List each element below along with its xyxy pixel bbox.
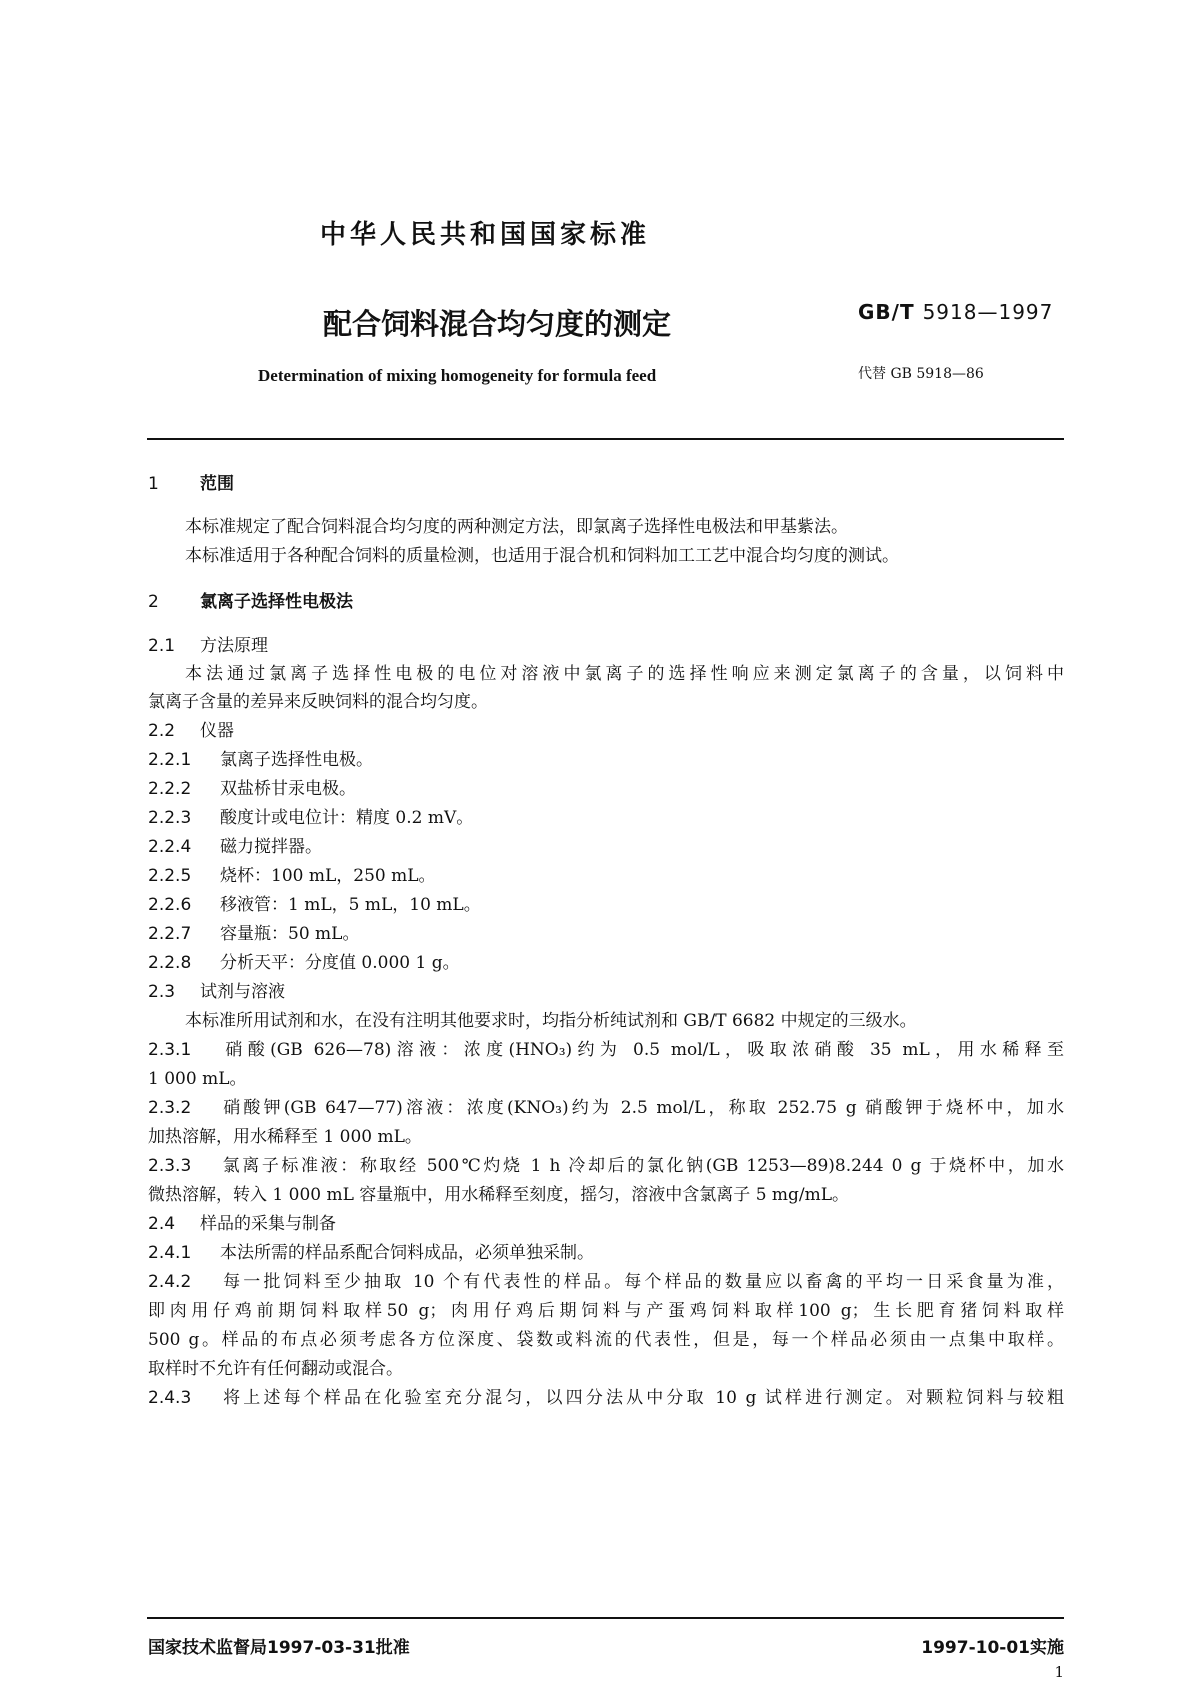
- clause-text: 分析天平：分度值 0.000 1 g。: [220, 953, 460, 973]
- section-1-heading: [148, 474, 1064, 494]
- clause-number: 2.2.2: [148, 779, 192, 799]
- clause-2-4-1: [148, 1243, 1064, 1263]
- clause-2-3-3-line-1: [148, 1156, 1064, 1176]
- document-title: 配合饲料混合均匀度的测定: [323, 307, 672, 341]
- clause-text: 酸度计或电位计：精度 0.2 mV。: [220, 808, 474, 828]
- clause-text: 硝酸钾(GB 647—77)溶液：浓度(KNO₃)约为 2.5 mol/L，称取 252.75 g 硝酸钾于烧杯中，加水: [220, 1098, 1064, 1118]
- clause-2-4-3-line-1: [148, 1388, 1064, 1408]
- section-2-heading: [148, 592, 1064, 612]
- clause-2-2-8: [148, 953, 1064, 973]
- clause-text: 将上述每个样品在化验室充分混匀，以四分法从中分取 10 g 试样进行测定。对颗粒饲料与较粗: [220, 1388, 1064, 1408]
- clause-2-2-2: [148, 779, 1064, 799]
- clause-2-2-3: [148, 808, 1064, 828]
- clause-number: 2.2.8: [148, 953, 192, 973]
- clause-number: 2.2.6: [148, 895, 192, 915]
- clause-2-2-7: [148, 924, 1064, 944]
- clause-2-3-1-line-2: 1 000 mL。: [148, 1069, 247, 1089]
- clause-number: 2.2: [148, 721, 176, 741]
- clause-2-2-4: [148, 837, 1064, 857]
- clause-2-4-2-line-1: [148, 1272, 1064, 1292]
- replaces-note: 代替 GB 5918—86: [858, 366, 984, 382]
- clause-text: 每一批饲料至少抽取 10 个有代表性的样品。每个样品的数量应以畜禽的平均一日采食量为准，: [220, 1272, 1064, 1292]
- national-standard-heading: 中华人民共和国国家标准: [320, 220, 651, 250]
- clause-number: 2.3: [148, 982, 176, 1002]
- clause-number: 2.3.1: [148, 1040, 192, 1060]
- approval-note: 国家技术监督局1997-03-31批准: [148, 1638, 410, 1658]
- clause-text: 硝酸(GB 626—78)溶液：浓度(HNO₃)约为 0.5 mol/L，吸取浓硝酸 35 mL，用水稀释至: [220, 1040, 1064, 1060]
- clause-number: 2.3.2: [148, 1098, 192, 1118]
- section-1-title: 范围: [200, 474, 234, 494]
- clause-title: 试剂与溶液: [200, 982, 285, 1002]
- clause-text: 氯离子选择性电极。: [220, 750, 373, 770]
- footer-divider: [147, 1617, 1064, 1619]
- clause-2-2-heading: [148, 721, 1064, 741]
- clause-2-1-line-2: 氯离子含量的差异来反映饲料的混合均匀度。: [148, 692, 488, 712]
- clause-text: 容量瓶：50 mL。: [220, 924, 360, 944]
- clause-2-4-2-line-3: 500 g。样品的布点必须考虑各方位深度、袋数或料流的代表性，但是，每一个样品必须由一点集中取样。: [148, 1330, 1064, 1350]
- clause-title: 样品的采集与制备: [200, 1214, 336, 1234]
- clause-number: 2.4.2: [148, 1272, 192, 1292]
- page-number: 1: [1054, 1663, 1064, 1681]
- clause-title: 仪器: [200, 721, 234, 741]
- clause-text: 移液管：1 mL，5 mL，10 mL。: [220, 895, 481, 915]
- clause-2-3-2-line-2: 加热溶解，用水稀释至 1 000 mL。: [148, 1127, 422, 1147]
- clause-text: 氯离子标准液：称取经 500℃灼烧 1 h 冷却后的氯化钠(GB 1253—89)8.244 0 g 于烧杯中，加水: [220, 1156, 1064, 1176]
- clause-2-4-2-line-2: 即肉用仔鸡前期饲料取样50 g；肉用仔鸡后期饲料与产蛋鸡饲料取样100 g；生长肥育猪饲料取样: [148, 1301, 1064, 1321]
- clause-2-1-line-1: 本法通过氯离子选择性电极的电位对溶液中氯离子的选择性响应来测定氯离子的含量，以饲料中: [185, 664, 1064, 684]
- clause-number: 2.2.7: [148, 924, 192, 944]
- clause-number: 2.3.3: [148, 1156, 192, 1176]
- clause-2-3-heading: [148, 982, 1064, 1002]
- clause-2-2-6: [148, 895, 1064, 915]
- clause-number: 2.2.4: [148, 837, 192, 857]
- clause-number: 2.1: [148, 636, 176, 656]
- clause-2-3-2-line-1: [148, 1098, 1064, 1118]
- header-divider: [147, 438, 1064, 440]
- section-2-title: 氯离子选择性电极法: [200, 592, 353, 612]
- section-2-number: 2: [148, 592, 159, 612]
- clause-2-2-5: [148, 866, 1064, 886]
- clause-number: 2.4.3: [148, 1388, 192, 1408]
- clause-number: 2.4: [148, 1214, 176, 1234]
- standard-code-prefix: GB/T: [858, 300, 915, 324]
- clause-number: 2.4.1: [148, 1243, 192, 1263]
- clause-2-3-paragraph: 本标准所用试剂和水，在没有注明其他要求时，均指分析纯试剂和 GB/T 6682 中规定的三级水。: [185, 1011, 917, 1031]
- clause-2-1-heading: [148, 636, 1064, 656]
- clause-number: 2.2.5: [148, 866, 192, 886]
- english-title: Determination of mixing homogeneity for formula feed: [258, 366, 657, 385]
- effective-date: 1997-10-01实施: [921, 1638, 1064, 1658]
- clause-2-4-2-line-4: 取样时不允许有任何翻动或混合。: [148, 1359, 403, 1379]
- clause-number: 2.2.3: [148, 808, 192, 828]
- clause-2-4-heading: [148, 1214, 1064, 1234]
- clause-number: 2.2.1: [148, 750, 192, 770]
- standard-code-number: 5918—1997: [922, 300, 1054, 324]
- section-1-paragraph-1: 本标准规定了配合饲料混合均匀度的两种测定方法，即氯离子选择性电极法和甲基紫法。: [185, 517, 848, 537]
- clause-text: 双盐桥甘汞电极。: [220, 779, 356, 799]
- clause-2-3-3-line-2: 微热溶解，转入 1 000 mL 容量瓶中，用水稀释至刻度，摇匀，溶液中含氯离子 5 mg/mL。: [148, 1185, 850, 1205]
- clause-text: 本法所需的样品系配合饲料成品，必须单独采制。: [220, 1243, 594, 1263]
- section-1-number: 1: [148, 474, 159, 494]
- clause-2-3-1-line-1: [148, 1040, 1064, 1060]
- clause-2-2-1: [148, 750, 1064, 770]
- clause-text: 磁力搅拌器。: [220, 837, 322, 857]
- clause-title: 方法原理: [200, 636, 268, 656]
- standard-code: [858, 300, 1053, 324]
- section-1-paragraph-2: 本标准适用于各种配合饲料的质量检测，也适用于混合机和饲料加工工艺中混合均匀度的测试。: [185, 546, 899, 566]
- clause-text: 烧杯：100 mL，250 mL。: [220, 866, 436, 886]
